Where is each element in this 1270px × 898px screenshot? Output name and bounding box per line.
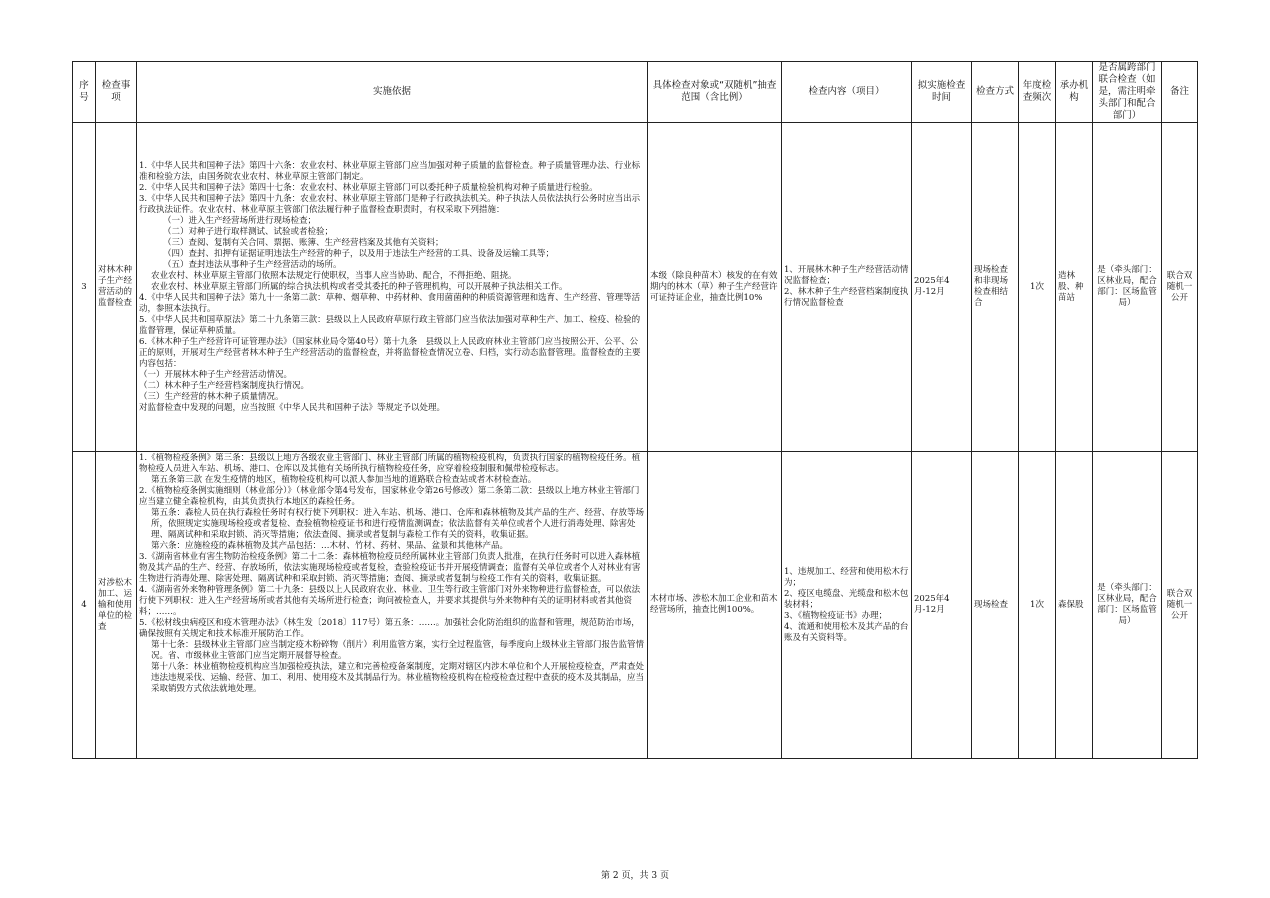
cell-org: 森保股 bbox=[1056, 452, 1093, 759]
basis-line: 第六条：应施检疫的森林植物及其产品包括：…木材、竹材、药材、果品、盆景和其他林产品。 bbox=[151, 540, 509, 551]
basis-line: 5.《松材线虫病疫区和疫木管理办法》（林生发〔2018〕117号）第五条：……。加强社会化防治组织的监督和管理，规范防治市场，确保按照有关规定和技术标准开展防治工作。 bbox=[139, 617, 640, 639]
cell-basis bbox=[137, 452, 648, 759]
basis-line: 4.《湖南省外来物种管理条例》第二十九条：县级以上人民政府农业、林业、卫生等行政主管部门对外来物种进行监督检查，可以依法行使下列职权：进入生产经营场所或者其他有关场所进行检查；询问被检查人，并要求其提供与外来物种有关的证明材料或者其他资料；……。 bbox=[139, 584, 641, 617]
basis-line: 3.《中华人民共和国种子法》第四十九条：农业农村、林业草原主管部门是种子行政执法机关。种子执法人员依法执行公务时应当出示行政执法证件。农业农村、林业草原主管部门依法履行种子监督检查职责时，有权采取下列措施： bbox=[139, 193, 641, 215]
inspection-plan-table bbox=[72, 61, 1198, 759]
cell-time: 2025年4月-12月 bbox=[912, 123, 972, 452]
cell-target: 本级（除良种苗木）核发的在有效期内的林木（草）种子生产经营许可证持证企业，抽查比例10% bbox=[648, 123, 782, 452]
basis-line: 农业农村、林业草原主管部门所属的综合执法机构或者受其委托的种子管理机构，可以开展种子执法相关工作。 bbox=[151, 281, 568, 292]
basis-line: （二）林木种子生产经营档案制度执行情况。 bbox=[139, 380, 310, 391]
header-row bbox=[73, 62, 1198, 123]
basis-line: 对监督检查中发现的问题，应当按照《中华人民共和国种子法》等规定予以处理。 bbox=[139, 402, 446, 413]
table-row bbox=[73, 452, 1198, 759]
cell-seq: 4 bbox=[73, 452, 96, 759]
cell-note: 联合双随机一公开 bbox=[1162, 452, 1198, 759]
header-content: 检查内容（项目） bbox=[782, 62, 912, 123]
basis-line: 第十八条：林业植物检疫机构应当加强检疫执法，建立和完善检疫备案制度，定期对辖区内涉木单位和个人开展检疫检查，严肃查处违法违规采伐、运输、经营、加工、利用、使用疫木及其制品行为。林业植物检疫机构在检疫检查过程中查获的疫木及其制品，应当采取销毁方式依法就地处理。 bbox=[151, 661, 645, 694]
basis-line: （三）生产经营的林木种子质量情况。 bbox=[139, 391, 284, 402]
basis-line: 2.《中华人民共和国种子法》第四十七条：农业农村、林业草原主管部门可以委托种子质量检验机构对种子质量进行检验。 bbox=[139, 182, 598, 193]
cell-note: 联合双随机一公开 bbox=[1162, 123, 1198, 452]
header-item: 检查事项 bbox=[96, 62, 137, 123]
basis-clip bbox=[139, 453, 645, 758]
cell-org: 造林股、种苗站 bbox=[1056, 123, 1093, 452]
basis-line: 第五条：森检人员在执行森检任务时有权行使下列职权：进入车站、机场、港口、仓库和森林植物及其产品的生产、经营、存放等场所，依照规定实施现场检疫或者复检、查验植物检疫证书和进行疫情监测调查；依法监督有关单位或者个人进行消毒处理、除害处理、隔离试种和采取封锁、消灭等措施；依法查阅、摘录或者复制与森检工作有关的资料，收集证据。 bbox=[151, 507, 645, 540]
cell-item: 对涉松木加工、运输和使用单位的检查 bbox=[96, 452, 137, 759]
header-note: 备注 bbox=[1162, 62, 1198, 123]
header-basis: 实施依据 bbox=[137, 62, 648, 123]
basis-line: （四）查封、扣押有证据证明违法生产经营的种子，以及用于违法生产经营的工具、设备及运输工具等； bbox=[163, 248, 555, 259]
cell-content: 1、违规加工、经营和使用松木行为； 2、疫区电缆盘、光缆盘和松木包装材料； 3、《植物检疫证书》办理； 4、流通和使用松木及其产品的台账及有关资料等。 bbox=[782, 452, 912, 759]
cell-seq: 3 bbox=[73, 123, 96, 452]
cell-freq: 1次 bbox=[1019, 452, 1056, 759]
table-row bbox=[73, 123, 1198, 452]
basis-line: 1.《植物检疫条例》第三条：县级以上地方各级农业主管部门、林业主管部门所属的植物检疫机构，负责执行国家的植物检疫任务。植物检疫人员进入车站、机场、港口、仓库以及其他有关场所执行植物检疫任务，应穿着检疫制服和佩带检疫标志。 bbox=[139, 452, 641, 474]
cell-time: 2025年4月-12月 bbox=[912, 452, 972, 759]
cell-method: 现场检查 bbox=[972, 452, 1019, 759]
cell-freq: 1次 bbox=[1019, 123, 1056, 452]
basis-line: 1.《中华人民共和国种子法》第四十六条：农业农村、林业草原主管部门应当加强对种子质量的监督检查。种子质量管理办法、行业标准和检验方法，由国务院农业农村、林业草原主管部门制定。 bbox=[139, 160, 641, 182]
basis-line: 4.《中华人民共和国种子法》第九十一条第二款：草种、烟草种、中药材种、食用菌菌种的种质资源管理和选育、生产经营、管理等活动，参照本法执行。 bbox=[139, 292, 641, 314]
page-footer: 第 2 页，共 3 页 bbox=[601, 871, 669, 881]
cell-method: 现场检查和非现场检查相结合 bbox=[972, 123, 1019, 452]
cell-item: 对林木种子生产经营活动的监督检查 bbox=[96, 123, 137, 452]
basis-line: 农业农村、林业草原主管部门依照本法规定行使职权，当事人应当协助、配合，不得拒绝、阻挠。 bbox=[151, 270, 517, 281]
basis-line: （一）开展林木种子生产经营活动情况。 bbox=[139, 369, 293, 380]
basis-line: 2.《植物检疫条例实施细则（林业部分）》（林业部令第4号发布，国家林业令第26号修改）第二条第二款：县级以上地方林业主管部门应当建立健全森检机构，由其负责执行本地区的森检任务。 bbox=[139, 485, 640, 507]
basis-line: 5.《中华人民共和国草原法》第二十九条第三款：县级以上人民政府草原行政主管部门应当依法加强对草种生产、加工、检疫、检验的监督管理，保证草种质量。 bbox=[139, 314, 641, 336]
header-target: 具体检查对象或“双随机”抽查范围（含比例） bbox=[648, 62, 782, 123]
cell-basis bbox=[137, 123, 648, 452]
cell-joint: 是（牵头部门：区林业局，配合部门：区场监管局） bbox=[1093, 123, 1162, 452]
basis-line: 第十七条：县级林业主管部门应当制定疫木粉碎物（削片）利用监管方案，实行全过程监管，每季度向上级林业主管部门报告监管情况。省、市级林业主管部门应当定期开展督导检查。 bbox=[151, 639, 645, 661]
basis-line: （三）查阅、复制有关合同、票据、账簿、生产经营档案及其他有关资料； bbox=[163, 237, 444, 248]
basis-line: （一）进入生产经营场所进行现场检查； bbox=[163, 215, 317, 226]
basis-line: （二）对种子进行取样测试、试验或者检验； bbox=[163, 226, 334, 237]
header-joint: 是否属跨部门联合检查（如是，需注明牵头部门和配合部门） bbox=[1093, 62, 1162, 123]
header-freq: 年度检查频次 bbox=[1019, 62, 1056, 123]
cell-content: 1、开展林木种子生产经营活动情况监督检查； 2、林木种子生产经营档案制度执行情况监督检查 bbox=[782, 123, 912, 452]
cell-joint: 是（牵头部门：区林业局，配合部门：区场监管局） bbox=[1093, 452, 1162, 759]
header-method: 检查方式 bbox=[972, 62, 1019, 123]
basis-line: （五）查封违法从事种子生产经营活动的场所。 bbox=[163, 259, 342, 270]
basis-line: 3.《湖南省林业有害生物防治检疫条例》第二十二条：森林植物检疫员经所属林业主管部门负责人批准，在执行任务时可以进入森林植物及其产品的生产、经营、存放场所，依法实施现场检疫或者复检，查验检疫证书并开展疫情调查；监督有关单位或者个人对林业有害生物进行消毒处理、除害处理、隔离试种和采取封锁、消灭等措施；查阅、摘录或者复制与检疫工作有关的资料，收集证据。 bbox=[139, 551, 641, 584]
cell-target: 木材市场、涉松木加工企业和苗木经营场所，抽查比例100%。 bbox=[648, 452, 782, 759]
basis-line: 6.《林木种子生产经营许可证管理办法》（国家林业局令第40号）第十九条 县级以上人民政府林业主管部门应当按照公开、公平、公正的原则，开展对生产经营者林木种子生产经营活动的监督检查，并将监督检查情况立卷、归档，实行动态监督管理。监督检查的主要内容包括： bbox=[139, 336, 641, 369]
header-org: 承办机构 bbox=[1056, 62, 1093, 123]
header-time: 拟实施检查时间 bbox=[912, 62, 972, 123]
basis-line: 第五条第三款 在发生疫情的地区，植物检疫机构可以派人参加当地的道路联合检查站或者木材检查站。 bbox=[151, 474, 537, 485]
header-seq: 序号 bbox=[73, 62, 96, 123]
